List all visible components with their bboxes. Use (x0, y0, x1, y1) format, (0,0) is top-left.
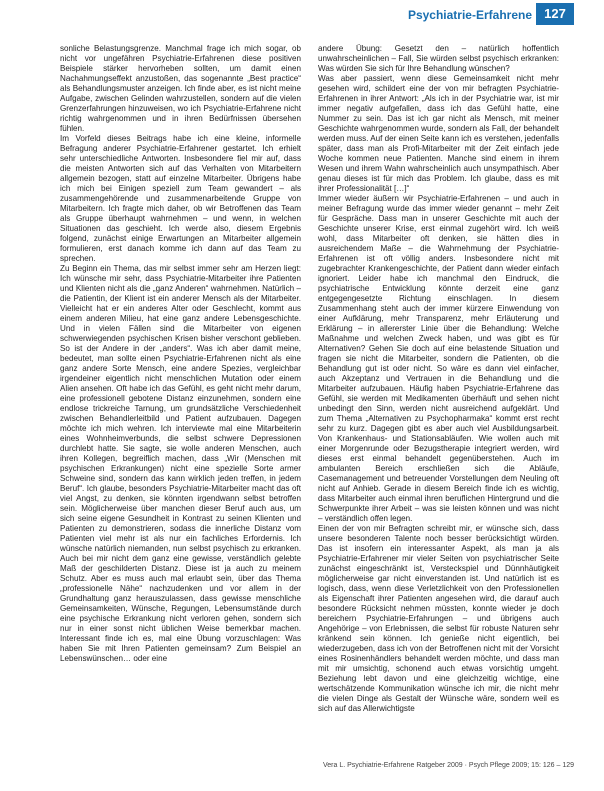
section-title: Psychiatrie-Erfahrene (407, 8, 532, 22)
paragraph: Immer wieder äußern wir Psychiatrie-Erfahrenen – und auch in meiner Befragung wurde das immer wieder genannt – mehr Zeit für Gespräche. Dass man in unserer Geschichte mit auch der Geschichte unserer Krise, erst einmal zugehört wird. Ich weiß wohl, dass Mitarbeiter oft denken, sie hätten dies in ausreichendem Maße – die Wahrnehmung der Psychiatrie-Erfahrenen ist oft völlig anders. Insbesondere nicht mit zugebrachter Krankengeschichte, der Patient dann wieder einfach ignoriert. Leider habe ich manchmal den Eindruck, die psychiatrische Entwicklung könnte derzeit eine ganz entgegengesetzte Richtung einschlagen. In diesem Zusammenhang steht auch der immer kürzere Einwendung von einer Aufklärung, mehr Transparenz, mehr Erläuterung und Erklärung – in allererster Linie über die Behandlung: Welche Maßnahme und welchen Zweck haben, und was gibt es für Alternativen? Gehen Sie doch auf eine belastende Situation und fragen sie nicht die Mitarbeiter, sondern die Patienten, ob die Behandlung gut ist oder nicht. So wäre es dann viel einfacher, auch Akzeptanz und Vertrauen in die Behandlung und die Mitarbeiter aufzubauen. Häufig haben Psychiatrie-Erfahrene das Gefühl, sie werden mit Medikamenten überhäuft und sehen nicht unbedingt den Sinn, werden nicht ausreichend aufgeklärt. Und zum Thema „Alternativen zu Psychopharmaka“ kommt erst recht sehr zu kurz. Dagegen gibt es aber auch viel Ausbildungsarbeit. Von Krankenhaus- und Stationsabläufen. Wie wollen auch mit einer Morgenrunde oder Bezugstherapie integriert werden, wird dieses erst einmal behandelt gegenüberstehen. Auch im ambulanten Bereich erschließen sich die Abläufe, Casemanagement und betreuender Vorstellungen dem Neuling oft nicht auf Anhieb. Gerade in diesem Bereich finde ich es wichtig, dass Mitarbeiter auch einmal ihren beruflichen Hintergrund und die Schwerpunkte ihrer Arbeit – was sie leisten können und was nicht – verständlich offen legen. (318, 194, 559, 523)
page-number-badge: 127 (536, 3, 574, 25)
paragraph: andere Übung: Gesetzt den – natürlich hoffentlich unwahrscheinlichen – Fall, Sie würden selbst psychisch erkranken: Was würden Sie sich für Ihre Behandlung wünschen? (318, 44, 559, 73)
right-text-column (318, 44, 559, 714)
page-footer-citation: Vera L. Psychiatrie-Erfahrene Ratgeber 2009 · Psych Pflege 2009; 15: 126 – 129 (323, 762, 574, 769)
paragraph: Was aber passiert, wenn diese Gemeinsamkeit nicht mehr gesehen wird, schildert eine der von mir befragten Psychiatrie-Erfahrenen in ihrer Antwort: „Als ich in der Psychiatrie war, ist mir immer negativ aufgefallen, dass ich das Gefühl hatte, eine Nummer zu sein. Das ist ich gar nicht als Mensch, mit meiner Geschichte wahrgenommen wurde, sondern als Fall, der behandelt werden muss. Auf der einen Seite kann ich es verstehen, jedenfalls später, dass man als Profi-Mitarbeiter mit der Zeit einfach jede Woche kommen neue Patienten. Manche sind einem in ihrem Wesen und ihrem Wahn wahrscheinlich auch unsympathisch. Aber genau dieses ist für mich das Problem. Ich glaube, dass es mit ihrer Professionalität […]“ (318, 74, 559, 193)
paragraph: Einen der von mir Befragten schreibt mir, er wünsche sich, dass unsere besonderen Talente noch besser berücksichtigt würden. Das ist insofern ein interessanter Aspekt, als man ja als Psychiatrie-Erfahrener mir vieler Seiten von psychiatrischer Seite zunächst eingeschränkt ist, Versteckspiel und Dünnhäutigkeit möglicherweise gar nicht einverstanden ist. Und natürlich ist es logisch, dass, wenn diese Verletzlichkeit von den Professionellen als Eigenschaft ihrer Patienten angesehen wird, die darauf auch besondere Rücksicht nehmen müssten, konnte wieder je doch bereichern Psychiatrie-Erfahrungen – und übrigens auch Angehörige – von Erlebnissen, die selbst für robuste Naturen sehr kränkend sein können. Ich genieße nicht eigentlich, bei wiederzugeben, dass ich von der Betroffenen nicht mit der Vorsicht eines Rosinenhändlers behandelt werden möchte, und dass man mit mir umsichtig, schonend auch etwas vorsichtig umgeht. Beziehung lebt davon und eine gleichzeitig wichtige, eine wertschätzende Kommunikation wünsche ich mir, die nicht mehr die vielen Dinge als Gestalt der Wünsche wäre, sondern weil es sich auf das Allerwichtigste (318, 524, 559, 713)
paragraph: sonliche Belastungsgrenze. Manchmal frage ich mich sogar, ob nicht vor ungefähren Psychiatrie-Erfahrenen diese positiven Beispiele stärker hervorheben sollten, um damit einen Nachahmungseffekt anzustoßen, das sogenannte „Best practice“ als Behandlungsmuster anzeigen. Ich finde aber, es ist nicht meine Aufgabe, zwischen Gelinden wahrzustellen, sondern auf die vielen Grenzerfahrungen hinzuweisen, wo ich Psychiatrie-Erfahrene nicht richtig wahrgenommen und in ihren Bedürfnissen übersehen fühlen. (60, 44, 301, 133)
paragraph: Im Vorfeld dieses Beitrags habe ich eine kleine, informelle Befragung anderer Psychiatrie-Erfahrener gestartet. Ich erhielt sehr unterschiedliche Antworten. Insbesondere fiel mir auf, dass die meisten Antworten sich auf das Verhalten von Mitarbeitern allgemein bezogen, statt auf einzelne Mitarbeiter. Übrigens habe ich mich bei Einigen speziell zum Team gewandert – als zusammengehörende und zusammenarbeitende Gruppe von Mitarbeitern. Ich fragte mich daher, ob wir Betroffenen das Team als Gruppe überhaupt wahrnehmen – und wenn, in welchen Situationen das geschieht. Ich werde also, diesem Ergebnis folgend, zunächst einige Erwartungen an Mitarbeiter allgemein formulieren, erst danach komme ich dann auf das Team zu sprechen. (60, 134, 301, 263)
page-header (0, 0, 604, 30)
paragraph: Zu Beginn ein Thema, das mir selbst immer sehr am Herzen liegt: Ich wünsche mir sehr, dass Psychiatrie-Mitarbeiter ihre Patienten und Klienten nicht als die „ganz Anderen“ wahrnehmen. Natürlich – die Patientin, der Klient ist ein anderer Mensch als der Mitarbeiter. Vielleicht hat er ein anderes Alter oder Geschlecht, kommt aus einem anderen Milieu, hat eine ganz andere Lebensgeschichte. Und in vielen Fällen sind die Mitarbeiter von eigenen schwerwiegenden psychischen Krisen bisher verschont geblieben. So ist der Andere in der „anders“. Was ich aber damit meine, bedeutet, man sollte einen Psychiatrie-Erfahrenen nicht als eine ganz andere Sorte Mensch, eine andere Spezies, vergleichbar irgendeiner eigentlich nicht menschlichen Mutation oder einem Alien ansehen. Oft habe ich das Gefühl, es geht nicht mehr darum, eine professionell gebotene Distanz einzunehmen, sondern eine endlose trickreiche Tarnung, um grundsätzliche Verschiedenheit zwischen Behandlerleitbild und Patient aufzubauen. Dagegen möchte ich mich wehren. Ich interviewte mal eine Mitarbeiterin eines Wohnheimverbunds, die selbst schwere Depressionen durchlebt hatte. Sie sagte, sie wolle anderen Menschen, auch ihren Kollegen, begreiflich machen, dass „Wir (Menschen mit psychischen Erkrankungen) nicht eine spezielle Sorte armer Schweine sind, sondern das kann wirklich jeden treffen, in jedem Beruf“. Ich glaube, besonders Psychiatrie-Mitarbeiter macht das oft viel Angst, zu denken, sie könnten irgendwann selbst betroffen sein. Möglicherweise über manchen dieser Beruf auch aus, um sich seine eigene Gesundheit in Kontrast zu seinen Klienten und Patienten zu demonstrieren, sodass die innerliche Distanz vom Patienten viel mehr ist als nur ein fachliches Erfordernis. Ich wünsche natürlich niemanden, nun selbst psychisch zu erkranken. Auch bei mir nicht dem ganz eine gewisse, verständlich gelebte Maß der geschilderten Distanz. Diese ist ja auch zu meinem Schutz. Aber es muss auch mal erlaubt sein, über das Thema „professionelle Nähe“ nachzudenken und vor allem in der Grundhaltung ganz herauszulassen, dass gewisse menschliche Gemeinsamkeiten, Wünsche, Regungen, Lebensumstände durch eine psychische Erkrankung nicht verloren gehen, sondern sich nur in einer sonst nicht üblichen Weise bemerkbar machen. Interessant finde ich es, mal eine Übung vorzuschlagen: Was haben Sie mit Ihren Patienten gemeinsam? Zum Beispiel an Lebenswünschen… oder eine (60, 264, 301, 663)
left-text-column (60, 44, 301, 664)
